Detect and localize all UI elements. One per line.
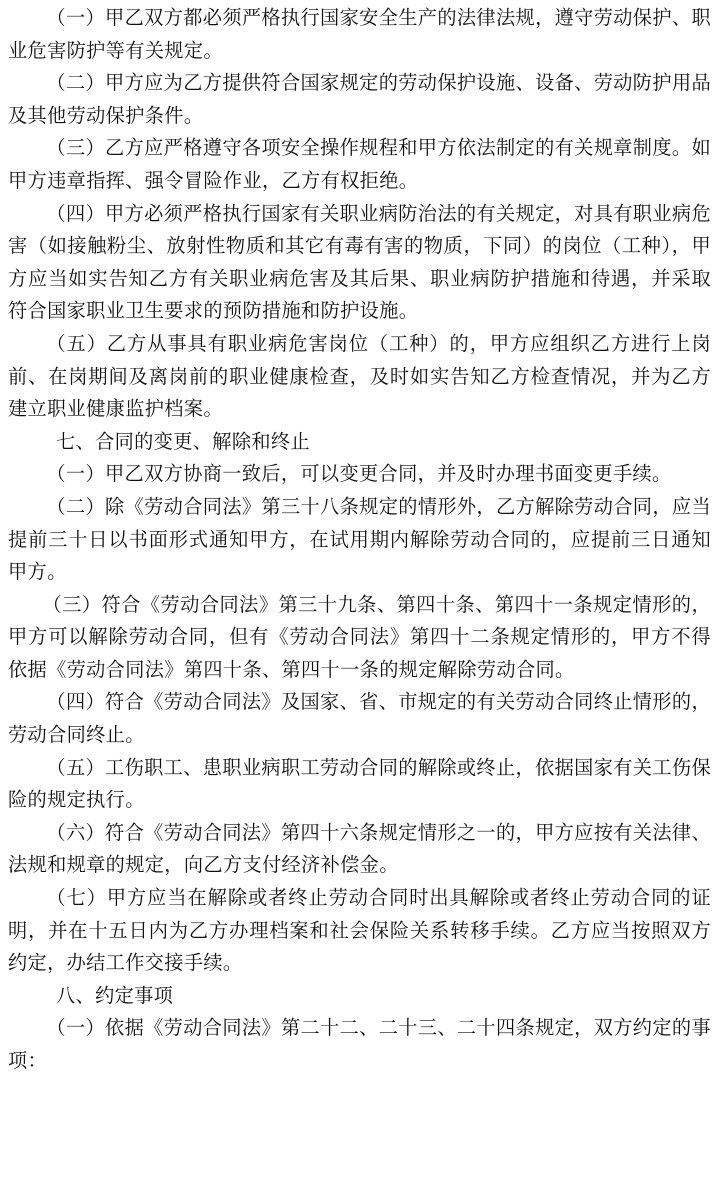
section-7-item-2: （二）除《劳动合同法》第三十八条规定的情形外，乙方解除劳动合同，应当提前三十日以书面形式通知甲方，在试用期内解除劳动合同的，应提前三日通知甲方。 <box>8 494 711 584</box>
paragraph-safety-4: （四）甲方必须严格执行国家有关职业病防治法的有关规定，对具有职业病危害（如接触粉尘、放射性物质和其它有毒有害的物质，下同）的岗位（工种），甲方应当如实告知乙方有关职业病危害及其后果、职业病防护措施和待遇，并采取符合国家职业卫生要求的预防措施和防护设施。 <box>8 201 711 323</box>
section-7-item-6: （六）符合《劳动合同法》第四十六条规定情形之一的，甲方应按有关法律、法规和规章的规定，向乙方支付经济补偿金。 <box>8 820 711 877</box>
section-8-heading: 八、约定事项 <box>56 983 174 1007</box>
paragraph-safety-5: （五）乙方从事具有职业病危害岗位（工种）的，甲方应组织乙方进行上岗前、在岗期间及离岗前的职业健康检查，及时如实告知乙方检查情况，并为乙方建立职业健康监护档案。 <box>8 331 711 421</box>
section-7-item-3: （三）符合《劳动合同法》第三十九条、第四十条、第四十一条规定情形的，甲方可以解除劳动合同，但有《劳动合同法》第四十二条规定情形的，甲方不得依据《劳动合同法》第四十条、第四十一条的规定解除劳动合同。 <box>8 592 711 681</box>
section-8-item-1: （一）依据《劳动合同法》第二十二、二十三、二十四条规定，双方约定的事项： <box>8 1016 711 1072</box>
section-7-item-1: （一）甲乙双方协商一致后，可以变更合同，并及时办理书面变更手续。 <box>46 462 672 486</box>
section-7-item-5: （五）工伤职工、患职业病职工劳动合同的解除或终止，依据国家有关工伤保险的规定执行。 <box>8 755 711 812</box>
paragraph-safety-3: （三）乙方应严格遵守各项安全操作规程和甲方依法制定的有关规章制度。如甲方违章指挥、强令冒险作业，乙方有权拒绝。 <box>8 136 711 192</box>
section-7-item-4: （四）符合《劳动合同法》及国家、省、市规定的有关劳动合同终止情形的，劳动合同终止。 <box>8 690 711 747</box>
section-7-heading: 七、合同的变更、解除和终止 <box>56 429 310 453</box>
paragraph-safety-2: （二）甲方应为乙方提供符合国家规定的劳动保护设施、设备、劳动防护用品及其他劳动保护条件。 <box>8 71 711 127</box>
section-7-item-7: （七）甲方应当在解除或者终止劳动合同时出具解除或者终止劳动合同的证明，并在十五日内为乙方办理档案和社会保险关系转移手续。乙方应当按照双方约定，办结工作交接手续。 <box>8 886 711 975</box>
paragraph-safety-1: （一）甲乙双方都必须严格执行国家安全生产的法律法规，遵守劳动保护、职业危害防护等有关规定。 <box>8 6 711 62</box>
